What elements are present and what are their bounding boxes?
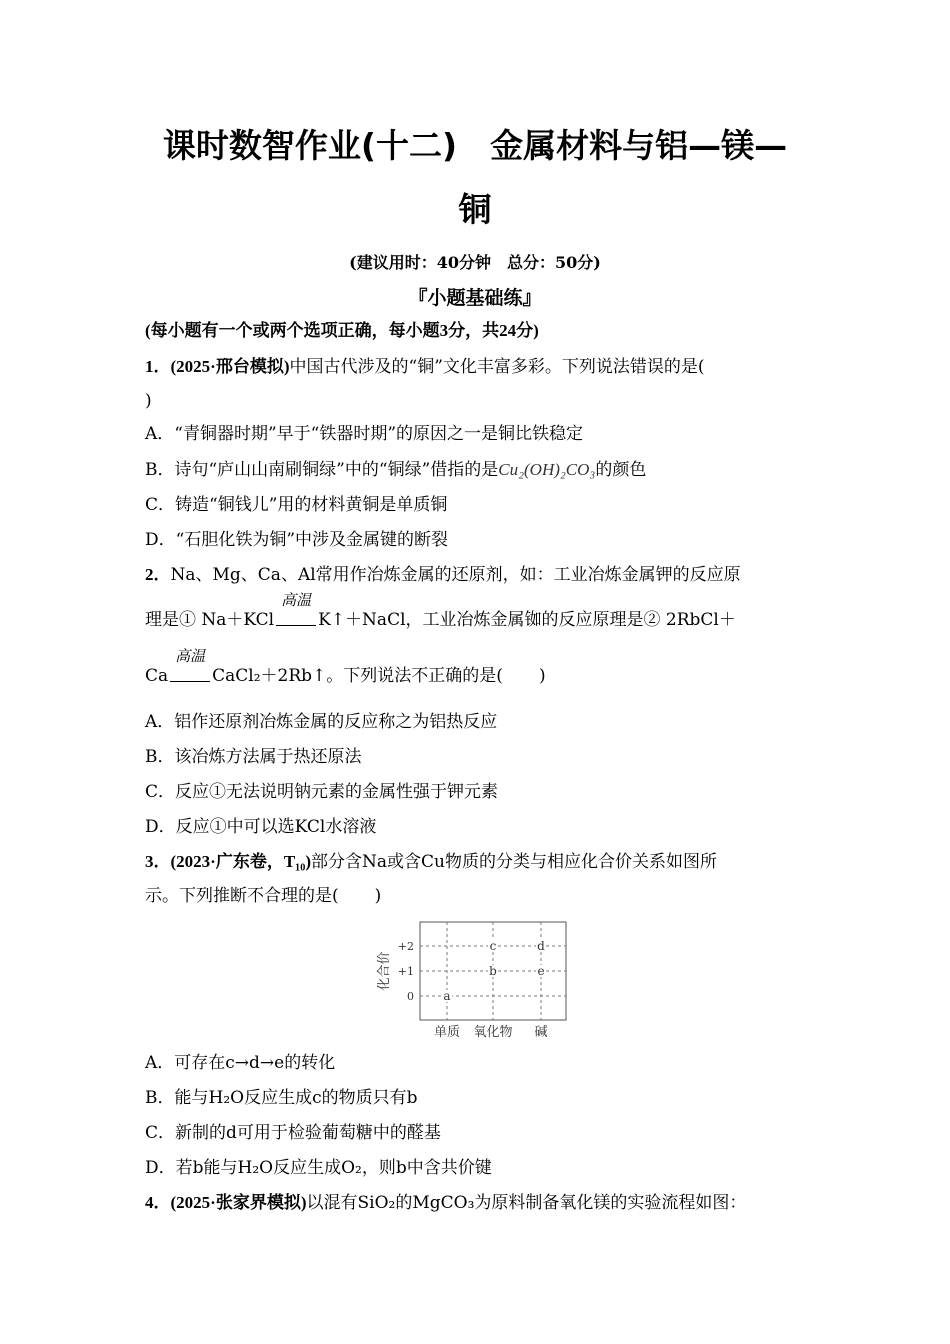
q2-text-2b: K↑＋NaCl，工业冶炼金属铷的反应原理是② 2RbCl＋: [318, 610, 736, 630]
condition-label-2: 高温: [175, 647, 206, 665]
point-a: a: [443, 989, 451, 1003]
q2-text-1: Na、Mg、Ca、Al常用作冶炼金属的还原剂，如：工业冶炼金属钾的反应原: [170, 565, 741, 585]
y-tick-label: +2: [397, 940, 414, 953]
valence-chart: [370, 915, 580, 1045]
q4-text: 以混有SiO₂的MgCO₃为原料制备氧化镁的实验流程如图：: [306, 1193, 747, 1213]
q3-option-b: B．能与H₂O反应生成c的物质只有b: [145, 1088, 418, 1108]
y-tick-label: +1: [397, 965, 414, 978]
q3-number: 3．: [145, 852, 171, 871]
condition-arrow-1: [274, 591, 318, 631]
q1-option-b-pre: B．诗句“庐山山南刷铜绿”中的“铜绿”借指的是: [145, 460, 499, 480]
q1-option-c: C．铸造“铜钱儿”用的材料黄铜是单质铜: [145, 495, 448, 515]
x-tick-label: 单质: [433, 1025, 461, 1040]
q2-stem-line3: [145, 647, 825, 687]
q3-option-a: A．可存在c→d→e的转化: [145, 1053, 336, 1073]
page-title-line1: 课时数智作业(十二) 金属材料与铝—镁—: [162, 126, 788, 165]
q2-option-b: B．该冶炼方法属于热还原法: [145, 747, 362, 767]
q2-stem-line2: [145, 591, 825, 631]
q2-option-a: A．铝作还原剂冶炼金属的反应称之为铝热反应: [145, 712, 498, 732]
q4-stem: [145, 1192, 825, 1214]
q1-option-d: D．“石胆化铁为铜”中涉及金属键的断裂: [145, 530, 449, 550]
q1-option-a: A．“青铜器时期”早于“铁器时期”的原因之一是铜比铁稳定: [145, 424, 584, 444]
point-b: b: [489, 964, 497, 978]
page-title-line2: 铜: [458, 190, 492, 229]
q2-text-3b: CaCl₂＋2Rb↑。下列说法不正确的是(: [212, 666, 503, 686]
q3-stem-line2: [145, 885, 825, 907]
q4-number: 4．: [145, 1193, 171, 1212]
condition-arrow-2: [168, 647, 212, 687]
x-tick-label: 碱: [534, 1025, 548, 1040]
copper-formula: Cu₂(OH)₂CO₃: [498, 460, 596, 479]
q2-option-d: D．反应①中可以选KCl水溶液: [145, 817, 377, 837]
q2-text-3a: Ca: [145, 666, 169, 686]
section-header: 『小题基础练』: [408, 287, 542, 309]
q2-text-2a: 理是① Na＋KCl: [145, 610, 275, 630]
condition-label-1: 高温: [281, 591, 312, 609]
point-c: c: [489, 939, 497, 953]
q2-text-3c: ): [538, 666, 546, 686]
q3-stem-line1: [145, 851, 825, 873]
x-tick-label: 氧化物: [473, 1025, 513, 1040]
time-score-note: (建议用时：40分钟 总分：50分): [349, 253, 601, 272]
q3-text-1: 部分含Na或含Cu物质的分类与相应化合价关系如图所: [311, 852, 717, 872]
instructions: (每小题有一个或两个选项正确，每小题3分，共24分): [145, 321, 539, 340]
q1-option-b-post: 的颜色: [595, 460, 647, 480]
y-tick-label: 0: [407, 990, 414, 1003]
q1-stem-end: ): [145, 391, 152, 411]
q3-option-d: D．若b能与H₂O反应生成O₂，则b中含共价键: [145, 1158, 492, 1178]
q3-option-c: C．新制的d可用于检验葡萄糖中的醛基: [145, 1123, 441, 1143]
q1-number: 1．: [145, 357, 171, 376]
point-d: d: [537, 939, 545, 953]
q3-text-3: ): [374, 886, 382, 906]
q2-stem-line1: [145, 564, 825, 586]
q4-source: (2025·张家界模拟): [170, 1193, 307, 1212]
q1-stem: [145, 356, 825, 378]
q3-source: (2023·广东卷，T₁₀): [170, 852, 312, 871]
y-axis-label: 化合价: [377, 951, 392, 991]
q1-text: 中国古代涉及的“铜”文化丰富多彩。下列说法错误的是(: [289, 357, 705, 377]
point-e: e: [537, 964, 545, 978]
q2-option-c: C．反应①无法说明钠元素的金属性强于钾元素: [145, 782, 499, 802]
q2-number: 2．: [145, 565, 171, 584]
q3-text-2: 示。下列推断不合理的是(: [145, 886, 339, 906]
q1-source: (2025·邢台模拟): [170, 357, 290, 376]
q1-option-b: [145, 459, 825, 481]
